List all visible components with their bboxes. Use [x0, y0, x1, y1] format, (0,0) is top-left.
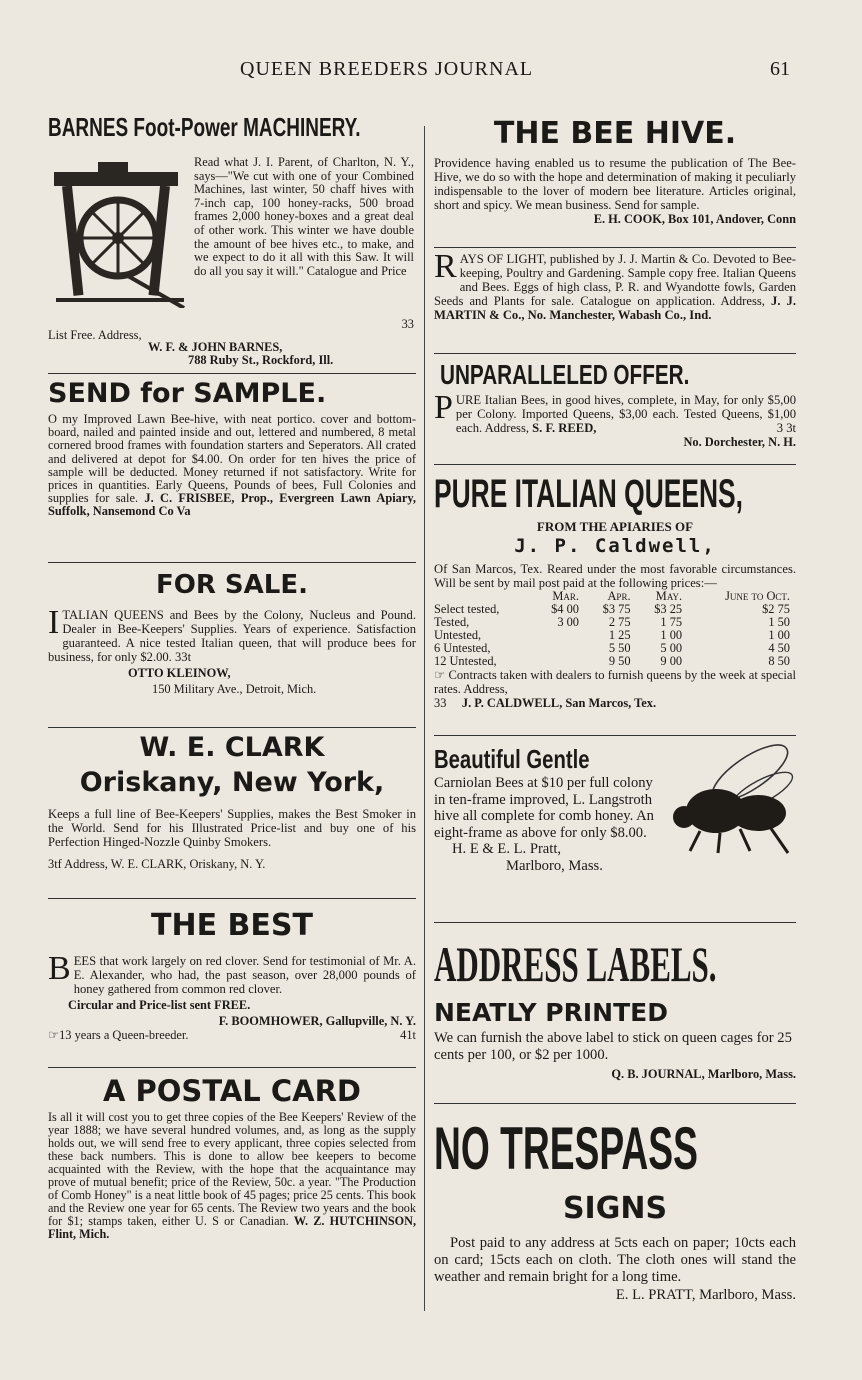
- pratt-signature: H. E & E. L. Pratt,: [452, 841, 562, 857]
- reed-code: 3 3t: [776, 421, 796, 435]
- price-cell: 1 75: [660, 615, 683, 629]
- price-cell: $3 75: [602, 602, 631, 616]
- frisbee-signature: J. C. FRISBEE, Prop., Evergreen Lawn Apiary, Suffolk, Nansemond Co Va: [48, 491, 416, 519]
- trespass-signature: E. L. PRATT, Marlboro, Mass.: [615, 1286, 796, 1303]
- postal-card-headline: A POSTAL CARD: [102, 1074, 361, 1108]
- unparalleled-body: PURE Italian Bees, in good hives, complete, in May, for only $5,00 per Colony. Imported Queens, $3,00 each. Tested Queens, $1,00 each. Address, S. F. REED, 3 3t: [434, 389, 796, 435]
- price-cell: 1 25: [608, 628, 631, 642]
- rule: [434, 247, 796, 248]
- drop-cap-i: I: [48, 604, 60, 641]
- column-divider: [424, 126, 425, 1311]
- for-sale-ad: [48, 566, 416, 724]
- price-cell: 2 75: [608, 615, 631, 629]
- boomhower-code: 41t: [400, 1028, 416, 1042]
- caldwell-name: J. P. Caldwell,: [514, 535, 716, 557]
- clark-signature: 3tf Address, W. E. CLARK, Oriskany, N. Y.: [48, 857, 266, 871]
- bee-hive-ad: [434, 112, 796, 244]
- barnes-ad: [48, 112, 416, 370]
- price-row-label: Untested,: [434, 628, 482, 642]
- price-cell: 1 50: [768, 615, 790, 629]
- price-cell: June to Oct.: [725, 589, 790, 603]
- price-cell: $2 75: [762, 602, 790, 616]
- barnes-body: Read what J. I. Parent, of Charlton, N. Y., says—"We cut with one of your Combined Machines, last winter, 50 chaff hives with 7-inch cap, 100 honey-racks, 500 broad frames 2,000 honey-boxes and a great deal of other work. This winter we have double the amount of bee hives etc., to make, and we expect to do it all with this Saw. It will do all you say it will." Catalogue and Price: [194, 155, 414, 278]
- the-best-headline: THE BEST: [151, 908, 313, 943]
- rule: [48, 898, 416, 899]
- price-row-label: Select tested,: [434, 602, 500, 616]
- price-row: [434, 655, 796, 668]
- for-sale-headline: FOR SALE.: [156, 570, 308, 600]
- send-sample-ad: [48, 377, 416, 559]
- left-column: [48, 112, 416, 1241]
- barnes-name: W. F. & JOHN BARNES,: [148, 340, 283, 354]
- rule: [48, 562, 416, 563]
- price-cell: May.: [655, 589, 683, 603]
- bee-hive-headline: THE BEE HIVE.: [493, 116, 737, 151]
- price-cell: 5 50: [608, 641, 631, 655]
- italian-queens-ad: [434, 468, 796, 732]
- price-cell: Mar.: [552, 589, 579, 603]
- no-trespass-headline: NO TRESPASS: [434, 1115, 698, 1182]
- journal-title: QUEEN BREEDERS JOURNAL: [240, 58, 534, 80]
- price-cell: [533, 629, 585, 642]
- rays-body: RAYS OF LIGHT, published by J. J. Martin & Co. Devoted to Bee-keeping, Poultry and Gardening. Sample copy free. Italian Queens and Bees. Eggs of high class, P. R. and Wyandotte fowls, Garden Seeds and Plants for sale. Catalogue on application. Address, J. J. MARTIN & Co., No. Manchester, Wabash Co., Ind.: [434, 248, 796, 322]
- price-row-label: 12 Untested,: [434, 654, 497, 668]
- unparalleled-ad: [434, 357, 796, 461]
- price-cell: [533, 655, 585, 668]
- pointing-hand-icon: ☞: [434, 668, 446, 682]
- reed-signature: S. F. REED,: [532, 421, 597, 435]
- barnes-headline: BARNES Foot-Power MACHINERY.: [48, 112, 361, 142]
- no-trespass-ad: [434, 1107, 796, 1304]
- price-cell: 1 00: [660, 628, 683, 642]
- price-cell: $3 25: [654, 602, 683, 616]
- clark-location: Oriskany, New York,: [79, 767, 385, 798]
- bee-hive-body: Providence having enabled us to resume the publication of The Bee-Hive, we do so with the hope and determination of making it peculiarly indispensable to the lover of modern bee literature. Articles original, short and spicy. We mean business. Send for sample.: [434, 156, 796, 212]
- clark-ad: [48, 731, 416, 895]
- address-labels-headline: ADDRESS LABELS.: [434, 936, 717, 992]
- price-cell: 3 00: [557, 615, 579, 629]
- neatly-printed-headline: NEATLY PRINTED: [434, 998, 668, 1027]
- italian-intro: Of San Marcos, Tex. Reared under the most favorable circumstances. Will be sent by mail post paid at the following prices:—: [434, 562, 796, 590]
- the-best-ad: [48, 902, 416, 1064]
- gentle-ad: [434, 739, 796, 919]
- postal-card-body: Is all it will cost you to get three copies of the Bee Keepers' Review of the year 1888; we have several hundred volumes, and, as long as the supply holds out, we will send free to every applicant, three copies selected from these back numbers. This is done to allow bee keepers to become acquainted with the Review, with the hope that the acquaintance may prove of mutual benefit; price of the Review, 50c. a year. "The Production of Comb Honey" is a neat little book of 45 pages; price 25 cents. This book and the Review one year for 65 cents. The Review two years and the book for $1; stamps taken, either U. S or Canadian. W. Z. HUTCHINSON, Flint, Mich.: [48, 1110, 417, 1241]
- italian-contracts: ☞ Contracts taken with dealers to furnish queens by the week at special rates. Address,: [434, 668, 796, 696]
- right-column: [434, 112, 796, 1304]
- bee-illustration: [670, 739, 796, 857]
- kleinow-name: OTTO KLEINOW,: [128, 666, 231, 680]
- caldwell-signature-line: 33 J. P. CALDWELL, San Marcos, Tex.: [434, 696, 657, 710]
- price-table: [434, 590, 796, 668]
- price-cell: 9 00: [660, 654, 683, 668]
- rule: [48, 1067, 416, 1068]
- martin-signature: J. J. MARTIN & Co., No. Manchester, Wabash Co., Ind.: [434, 294, 796, 322]
- address-labels-ad: [434, 926, 796, 1100]
- page-number: 61: [770, 58, 790, 80]
- price-cell: 4 50: [768, 641, 790, 655]
- clark-headline: W. E. CLARK: [139, 732, 325, 763]
- send-sample-body: O my Improved Lawn Bee-hive, with neat portico. cover and bottom-board, nailed and painted inside and out, lettered and numbered, 8 metal cornered brood frames with foundation starters and Seperators. All crated and delivered at depot for $4.00. On order for ten hives the price of sample will be deducted. Money returned if not satisfactory. Write for prices in quantities. Early Queens, Pounds of bees, Full Colonies and supplies for sale. J. C. FRISBEE, Prop., Evergreen Lawn Apiary, Suffolk, Nansemond Co Va: [48, 412, 416, 519]
- price-cell: 5 00: [660, 641, 683, 655]
- circular-line: Circular and Price-list sent FREE.: [68, 998, 251, 1012]
- running-head: [0, 58, 862, 86]
- price-cell: Apr.: [607, 589, 631, 603]
- postal-card-ad: [48, 1071, 416, 1241]
- gentle-body: Carniolan Bees at $10 per full colony in ten-frame improved, L. Langstroth hive all complete for comb honey. An eight-frame as above for only $8.00.: [434, 775, 654, 841]
- drop-cap-p: P: [434, 389, 453, 426]
- boomhower-signature: F. BOOMHOWER, Gallupville, N. Y.: [218, 1014, 416, 1028]
- qbj-signature: Q. B. JOURNAL, Marlboro, Mass.: [611, 1067, 796, 1081]
- send-sample-headline: SEND for SAMPLE.: [48, 378, 327, 409]
- rule: [434, 1103, 796, 1104]
- price-row-label: Tested,: [434, 615, 470, 629]
- hutchinson-signature: W. Z. HUTCHINSON, Flint, Mich.: [48, 1214, 417, 1241]
- price-cell: 8 50: [768, 654, 790, 668]
- rule: [434, 353, 796, 354]
- price-cell: 9 50: [608, 654, 631, 668]
- italian-sub: FROM THE APIARIES OF: [536, 519, 694, 534]
- drop-cap-r: R: [434, 248, 457, 285]
- rule: [48, 373, 416, 374]
- barnes-street: 788 Ruby St., Rockford, Ill.: [188, 353, 334, 367]
- cook-signature: E. H. COOK, Box 101, Andover, Conn: [593, 212, 796, 226]
- rule: [434, 735, 796, 736]
- price-cell: [533, 642, 585, 655]
- unparalleled-headline: UNPARALLELED OFFER.: [440, 359, 690, 390]
- barnes-list-free: List Free. Address,: [48, 328, 142, 342]
- pratt-town: Marlboro, Mass.: [506, 858, 603, 874]
- rule: [48, 727, 416, 728]
- rule: [434, 464, 796, 465]
- barnes-code: 33: [401, 317, 414, 331]
- boomhower-years: ☞13 years a Queen-breeder. 41t: [48, 1028, 416, 1042]
- trespass-body: Post paid to any address at 5cts each on paper; 10cts each on card; 15cts each on cloth. The cloth ones will stand the weather and remain bright for a long time.: [434, 1235, 796, 1286]
- pointing-hand-icon: ☞: [48, 1028, 60, 1042]
- kleinow-address: 150 Military Ave., Detroit, Mich.: [152, 682, 317, 696]
- price-row-label: 6 Untested,: [434, 641, 491, 655]
- signs-headline: SIGNS: [562, 1191, 668, 1226]
- rule: [434, 922, 796, 923]
- price-cell: $4 00: [551, 602, 579, 616]
- labels-body: We can furnish the above label to stick on queen cages for 25 cents per 100, or $2 per 1000.: [434, 1030, 792, 1063]
- gentle-headline: Beautiful Gentle: [434, 744, 590, 774]
- the-best-body: BEES that work largely on red clover. Send for testimonial of Mr. A. E. Alexander, who had, the past season, over 28,000 pounds of honey gathered from common red clover.: [48, 950, 416, 996]
- reed-town: No. Dorchester, N. H.: [683, 435, 796, 449]
- price-cell: 1 00: [768, 628, 790, 642]
- saw-machine-illustration: [48, 158, 188, 308]
- for-sale-body: ITALIAN QUEENS and Bees by the Colony, Nucleus and Pound. Dealer in Bee-Keepers' Supplies. Years of experience. Satisfaction guaranteed. A nice tested Italian queen, that will produce bees for business, for only $2.00. 33t: [48, 604, 416, 664]
- drop-cap-b: B: [48, 950, 71, 987]
- clark-body: Keeps a full line of Bee-Keepers' Supplies, makes the Best Smoker in the World. Send for his Illustrated Price-list and buy one of his Perfection Hinged-Nozzle Quinby Smokers.: [48, 807, 416, 849]
- italian-queens-headline: PURE ITALIAN QUEENS,: [434, 472, 744, 516]
- rays-of-light-ad: [434, 248, 796, 350]
